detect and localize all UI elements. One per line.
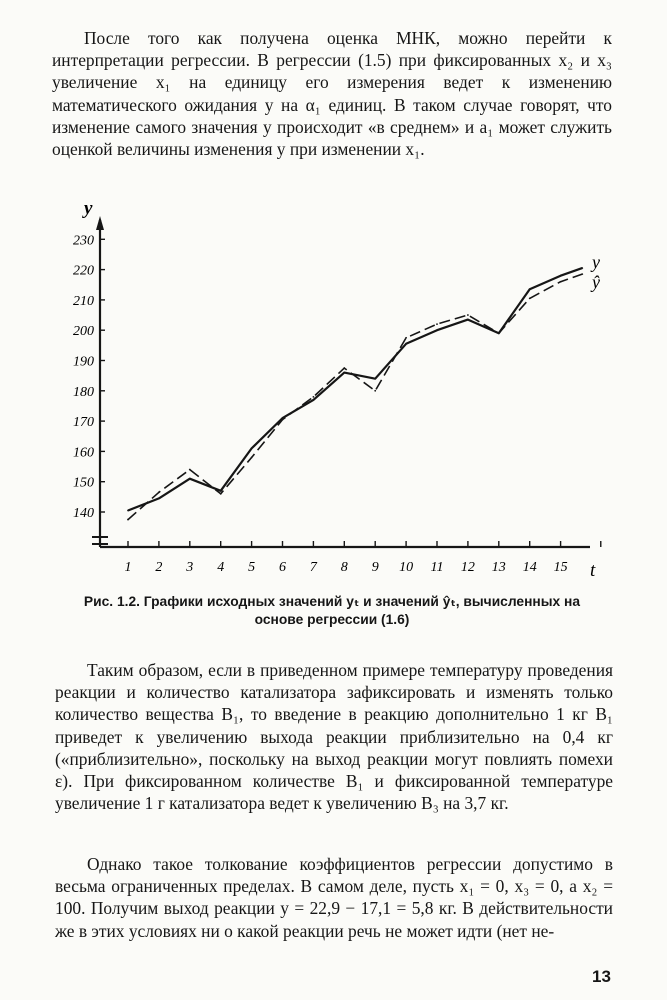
y-tick-label: 160: [73, 445, 94, 461]
y-tick-label: 170: [73, 415, 94, 431]
x-tick-label: 13: [491, 560, 506, 575]
x-tick-label: 4: [217, 560, 225, 575]
data-point-y: [127, 510, 129, 512]
data-point-y_hat: [343, 367, 345, 369]
data-point-y: [374, 378, 376, 380]
x-tick-label: 10: [399, 560, 414, 575]
x-tick-label: 2: [155, 560, 163, 575]
data-point-y: [251, 447, 253, 449]
paragraph-limitation: Однако такое толкование коэффициентов регрессии допустимо в весьма ограниченных пределах. В самом деле, пусть x₁ = 0, x₃ = 0, а x₂ = 100. Получим выход реакции y = 22,9 − 17,1 = 5,8 кг. В действительности же в этих условиях ни о какой реакции речь не может идти (нет не-: [55, 854, 613, 941]
data-point-y_hat: [374, 390, 376, 392]
x-tick-label: 8: [340, 560, 348, 575]
data-point-y_hat: [220, 493, 222, 495]
y-tick-label: 180: [73, 384, 94, 400]
data-point-y: [581, 267, 583, 269]
data-point-y: [158, 497, 160, 499]
y-axis-arrow: [96, 216, 104, 230]
x-tick-label: 3: [186, 560, 194, 575]
x-tick-label: 7: [309, 560, 317, 575]
data-point-y: [189, 478, 191, 480]
page-number: 13: [592, 967, 611, 986]
data-point-y: [220, 490, 222, 492]
x-tick-label: 15: [553, 560, 568, 575]
data-point-y_hat: [158, 491, 160, 493]
y-tick-label: 190: [73, 354, 94, 370]
data-point-y_hat: [436, 323, 438, 325]
legend-y-hat: ŷ: [592, 272, 600, 292]
y-tick-label: 220: [73, 263, 94, 279]
x-tick-label: 5: [248, 560, 256, 575]
data-point-y: [560, 275, 562, 277]
data-point-y_hat: [127, 519, 129, 521]
x-tick-label: 6: [279, 560, 286, 575]
y-tick-label: 150: [73, 475, 94, 491]
chart-axes: [92, 216, 590, 547]
figure-chart: [0, 190, 667, 590]
paragraph-interpretation: Таким образом, если в приведенном примере температуру проведения реакции и количество катализатора зафиксировать и изменять только количество вещества B₁, то введение в реакцию дополнительно 1 кг B₁ приведет к увеличению выхода реакции приблизительно на 0,4 кг («приблизительно», поскольку на выход реакции могут повлиять помехи ε). При фиксированном количестве B₁ и фиксированной температуре увеличение 1 г катализатора ведет к увеличению B₃ на 3,7 кг.: [55, 660, 613, 814]
x-tick-label: 12: [460, 560, 475, 575]
data-point-y_hat: [405, 337, 407, 339]
data-point-y_hat: [282, 419, 284, 421]
x-tick-label: 14: [522, 560, 537, 575]
data-point-y_hat: [581, 273, 583, 275]
data-point-y_hat: [467, 314, 469, 316]
data-point-y_hat: [313, 396, 315, 398]
data-point-y: [343, 372, 345, 374]
chart-series: [127, 267, 583, 520]
figure-caption: Рис. 1.2. Графики исходных значений yₜ и значений ŷₜ, вычисленных на основе регрессии (1.6): [83, 594, 581, 627]
data-point-y_hat: [560, 281, 562, 283]
data-point-y: [405, 343, 407, 345]
data-point-y_hat: [498, 332, 500, 334]
data-point-y_hat: [189, 469, 191, 471]
y-tick-label: 230: [73, 233, 94, 249]
y-axis-label: y: [84, 198, 93, 219]
x-tick-label: 1: [124, 560, 132, 575]
data-point-y: [436, 329, 438, 331]
y-tick-label: 140: [73, 506, 94, 521]
data-point-y_hat: [529, 297, 531, 299]
x-tick-label: 9: [371, 560, 379, 575]
y-tick-label: 210: [73, 293, 94, 309]
data-point-y: [313, 399, 315, 401]
data-point-y: [467, 319, 469, 321]
legend-y: y: [592, 252, 600, 272]
data-point-y_hat: [251, 457, 253, 459]
paragraph-intro: После того как получена оценка МНК, можно перейти к интерпретации регрессии. В регрессии (1.5) при фиксированных x₂ и x₃ увеличение x₁ на единицу его измерения ведет к изменению математического ожидания y на α₁ единиц. В таком случае говорят, что изменение самого значения y происходит «в среднем» и a₁ может служить оценкой величины изменения y при изменении x₁.: [52, 28, 612, 160]
y-tick-label: 200: [73, 324, 94, 340]
x-tick-label: 11: [430, 560, 444, 575]
x-axis-label: t: [590, 560, 596, 581]
data-point-y: [529, 288, 531, 290]
